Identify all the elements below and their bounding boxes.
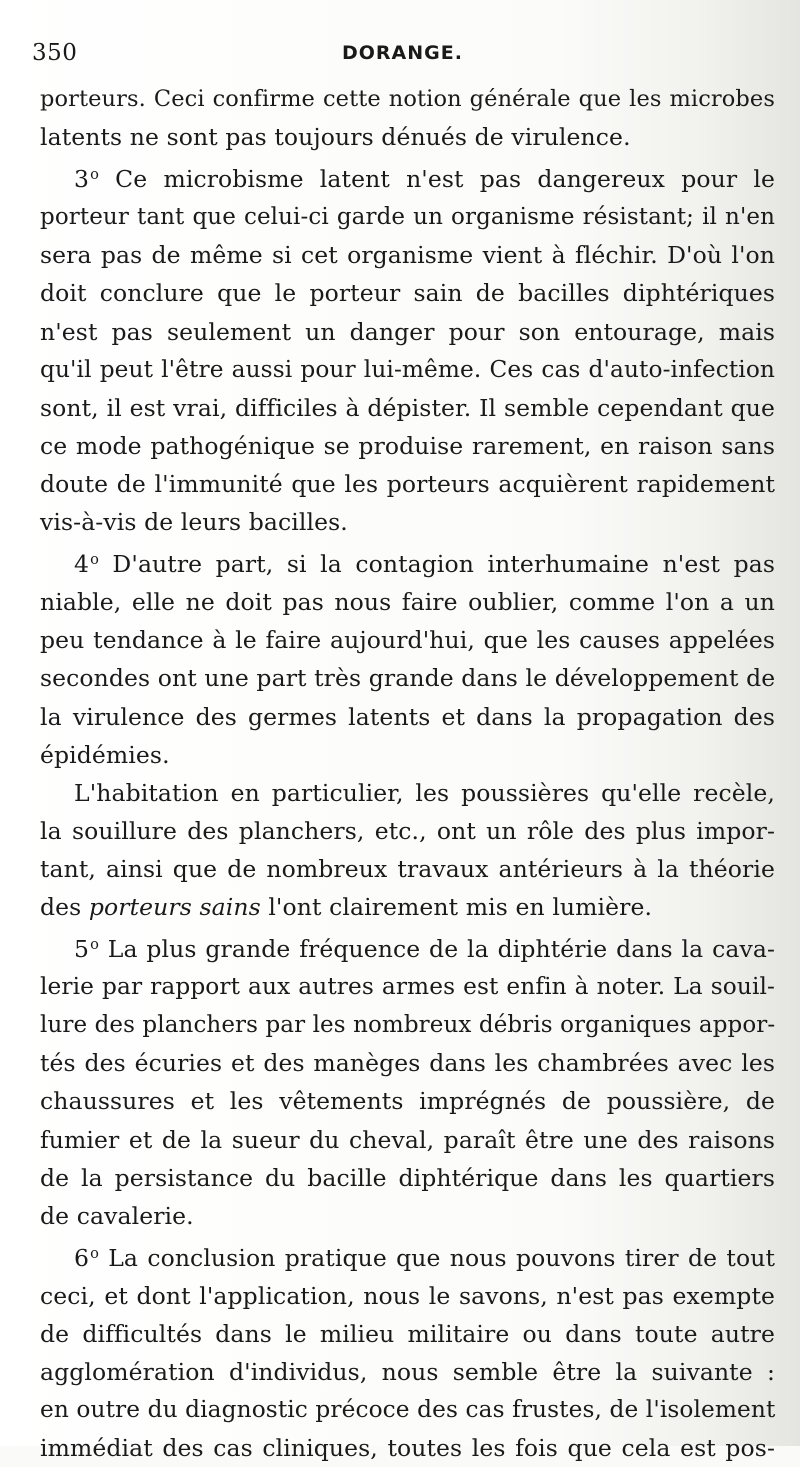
text-line: vis-à-vis de leurs bacilles. (40, 508, 348, 537)
body-text (40, 80, 775, 1467)
text-line: des porteurs sains l'ont clairement mis en lumière. (40, 892, 653, 921)
text-line: de la persistance du bacille diphtérique dans les quartiers (40, 1163, 775, 1192)
text-line: niable, elle ne doit pas nous faire oublier, comme l'on a un (40, 588, 775, 617)
text-line: secondes ont une part très grande dans le développement de (40, 664, 776, 693)
text-line: L'habitation en particulier, les poussières qu'elle recèle, (74, 778, 775, 807)
text-line: tés des écuries et des manèges dans les chambrées avec les (40, 1049, 775, 1078)
section-number: 3 (74, 165, 90, 194)
section-number: 6 (74, 1243, 90, 1272)
text-line: ceci, et dont l'application, nous le savons, n'est pas exempte (40, 1281, 775, 1310)
italic-phrase: porteurs sains (88, 892, 261, 921)
text-line: latents ne sont pas toujours dénués de virulence. (40, 123, 631, 152)
text-line: n'est pas seulement un danger pour son entourage, mais (40, 317, 775, 346)
ordinal-mark: o (90, 936, 99, 954)
text-line: porteur tant que celui-ci garde un organisme résistant; il n'en (40, 204, 775, 231)
text-line: la souillure des planchers, etc., ont un rôle des plus impor- (40, 816, 775, 845)
text-line: 6$^o$ La conclusion pratique que nous pouvons tirer de tout (74, 1243, 775, 1272)
ordinal-mark: o (90, 166, 99, 184)
text-line: 3$^o$ Ce microbisme latent n'est pas dangereux pour le (74, 165, 775, 194)
ordinal-mark: o (90, 551, 99, 569)
text-line: qu'il peut l'être aussi pour lui-même. Ces cas d'auto-infection (40, 355, 775, 383)
text-line: 4$^o$ D'autre part, si la contagion interhumaine n'est pas (74, 550, 775, 579)
text-line: fumier et de la sueur du cheval, paraît être une des raisons (40, 1125, 775, 1154)
text-line: lerie par rapport aux autres armes est enfin à noter. La souil- (40, 973, 775, 1001)
text-line: porteurs. Ceci confirme cette notion générale que les microbes (40, 86, 775, 112)
ordinal-mark: o (90, 1244, 99, 1262)
page-number: 350 (32, 40, 78, 66)
text-line: sont, il est vrai, difficiles à dépister. Il semble cependant que (40, 393, 775, 422)
text-line: doit conclure que le porteur sain de bacilles diphtériques (40, 279, 775, 308)
text-line: immédiat des cas cliniques, toutes les fois que cela est pos- (40, 1434, 775, 1463)
text-line: la virulence des germes latents et dans la propagation des (40, 702, 775, 731)
text-line: tant, ainsi que de nombreux travaux antérieurs à la théorie (40, 854, 775, 883)
text-line: 5$^o$ La plus grande fréquence de la diphtérie dans la cava- (74, 935, 775, 964)
text-line: en outre du diagnostic précoce des cas frustes, de l'isolement (40, 1396, 776, 1424)
text-line: ce mode pathogénique se produise rarement, en raison sans (40, 431, 775, 460)
text-line: doute de l'immunité que les porteurs acquièrent rapidement (40, 469, 775, 498)
text-line: sera pas de même si cet organisme vient à fléchir. D'où l'on (40, 241, 775, 270)
text-line: de cavalerie. (40, 1201, 194, 1230)
text-line: chaussures et les vêtements imprégnés de poussière, de (40, 1087, 775, 1116)
running-title: DORANGE. (342, 42, 463, 64)
text-line: de difficultés dans le milieu militaire ou dans toute autre (40, 1320, 775, 1348)
text-line: agglomération d'individus, nous semble être la suivante : (40, 1358, 775, 1387)
text-line: lure des planchers par les nombreux débris organiques appor- (40, 1012, 776, 1039)
section-number: 5 (74, 935, 90, 964)
running-head (32, 40, 742, 80)
text-line: peu tendance à le faire aujourd'hui, que les causes appelées (40, 626, 775, 655)
section-number: 4 (74, 550, 90, 579)
text-line: épidémies. (40, 740, 170, 769)
